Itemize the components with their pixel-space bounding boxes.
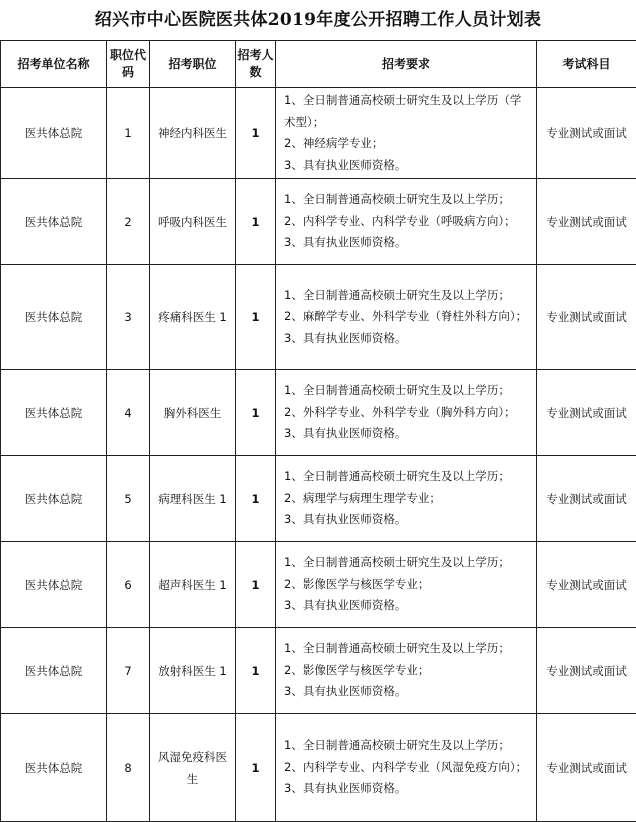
- cell-code: [107, 456, 150, 542]
- requirement-line: 2、外科学专业、外科学专业（胸外科方向）；: [284, 402, 532, 424]
- cell-position-text: 神经内科医生: [158, 126, 227, 140]
- table-row: [1, 714, 636, 822]
- table-row: [1, 179, 636, 265]
- cell-code: [107, 370, 150, 456]
- cell-count-text: 1: [251, 310, 259, 324]
- cell-code: [107, 88, 150, 179]
- header-exam: 考试科目: [537, 41, 636, 88]
- cell-position-text: 放射科医生 1: [158, 664, 226, 678]
- cell-code-text: 5: [124, 492, 131, 506]
- cell-requirements: [276, 179, 537, 265]
- table-row: [1, 628, 636, 714]
- cell-requirements: [276, 88, 537, 179]
- cell-count: [236, 265, 276, 370]
- requirement-line: 2、影像医学与核医学专业；: [284, 660, 532, 682]
- requirement-line: 1、全日制普通高校硕士研究生及以上学历；: [284, 285, 532, 307]
- cell-unit-text: 医共体总院: [25, 492, 83, 506]
- cell-position: [150, 714, 236, 822]
- cell-count: [236, 714, 276, 822]
- cell-position: [150, 265, 236, 370]
- cell-count: [236, 456, 276, 542]
- requirement-line: 2、麻醉学专业、外科学专业（脊柱外科方向）；: [284, 306, 532, 328]
- header-code: 职位代码: [107, 41, 150, 88]
- cell-code-text: 2: [124, 215, 131, 229]
- requirement-line: 1、全日制普通高校硕士研究生及以上学历；: [284, 552, 532, 574]
- cell-unit: [1, 88, 107, 179]
- cell-requirements: [276, 265, 537, 370]
- cell-exam: [537, 370, 636, 456]
- cell-code-text: 6: [124, 578, 131, 592]
- requirement-line: 3、具有执业医师资格。: [284, 509, 532, 531]
- cell-code: [107, 628, 150, 714]
- cell-unit-text: 医共体总院: [25, 664, 83, 678]
- cell-exam: [537, 179, 636, 265]
- cell-exam: [537, 628, 636, 714]
- cell-code-text: 3: [124, 310, 131, 324]
- requirement-line: 1、全日制普通高校硕士研究生及以上学历；: [284, 638, 532, 660]
- requirement-line: 2、神经病学专业；: [284, 133, 532, 155]
- cell-count: [236, 179, 276, 265]
- cell-unit-text: 医共体总院: [25, 578, 83, 592]
- cell-requirements: [276, 628, 537, 714]
- header-unit: 招考单位名称: [1, 41, 107, 88]
- cell-position-text: 病理科医生 1: [158, 492, 226, 506]
- cell-requirements: [276, 370, 537, 456]
- requirement-line: 3、具有执业医师资格。: [284, 681, 532, 703]
- cell-unit-text: 医共体总院: [25, 406, 83, 420]
- cell-count-text: 1: [251, 126, 259, 140]
- cell-exam: [537, 265, 636, 370]
- header-position: 招考职位: [150, 41, 236, 88]
- cell-count: [236, 542, 276, 628]
- cell-unit: [1, 714, 107, 822]
- table-row: [1, 456, 636, 542]
- cell-code: [107, 179, 150, 265]
- cell-requirements: [276, 714, 537, 822]
- cell-code-text: 1: [124, 126, 131, 140]
- cell-position: [150, 542, 236, 628]
- cell-position-text: 疼痛科医生 1: [158, 310, 226, 324]
- cell-unit: [1, 265, 107, 370]
- header-requirements: 招考要求: [276, 41, 537, 88]
- requirement-line: 3、具有执业医师资格。: [284, 232, 532, 254]
- cell-code: [107, 542, 150, 628]
- cell-unit-text: 医共体总院: [25, 126, 83, 140]
- cell-unit: [1, 628, 107, 714]
- cell-count-text: 1: [251, 578, 259, 592]
- cell-unit: [1, 179, 107, 265]
- cell-position: [150, 370, 236, 456]
- cell-exam-text: 专业测试或面试: [546, 215, 627, 229]
- cell-exam-text: 专业测试或面试: [546, 406, 627, 420]
- cell-code: [107, 265, 150, 370]
- cell-exam-text: 专业测试或面试: [546, 492, 627, 506]
- cell-exam: [537, 88, 636, 179]
- requirement-line: 1、全日制普通高校硕士研究生及以上学历；: [284, 380, 532, 402]
- cell-code: [107, 714, 150, 822]
- cell-count-text: 1: [251, 664, 259, 678]
- cell-code-text: 4: [124, 406, 131, 420]
- cell-count: [236, 88, 276, 179]
- requirement-line: 2、影像医学与核医学专业；: [284, 574, 532, 596]
- cell-unit-text: 医共体总院: [25, 761, 83, 775]
- requirement-line: 1、全日制普通高校硕士研究生及以上学历；: [284, 466, 532, 488]
- table-row: [1, 370, 636, 456]
- cell-position: [150, 628, 236, 714]
- cell-exam: [537, 542, 636, 628]
- requirement-line: 1、全日制普通高校硕士研究生及以上学历（学术型）；: [284, 90, 532, 133]
- cell-exam-text: 专业测试或面试: [546, 126, 627, 140]
- cell-exam: [537, 714, 636, 822]
- requirement-line: 3、具有执业医师资格。: [284, 423, 532, 445]
- table-row: [1, 542, 636, 628]
- cell-position: [150, 456, 236, 542]
- table-row: [1, 265, 636, 370]
- requirement-line: 3、具有执业医师资格。: [284, 155, 532, 177]
- cell-position-text: 呼吸内科医生: [158, 215, 227, 229]
- requirement-line: 1、全日制普通高校硕士研究生及以上学历；: [284, 735, 532, 757]
- cell-exam-text: 专业测试或面试: [546, 761, 627, 775]
- cell-position-text: 风湿免疫科医生: [158, 750, 227, 786]
- cell-code-text: 7: [124, 664, 131, 678]
- cell-requirements: [276, 456, 537, 542]
- cell-code-text: 8: [124, 761, 131, 775]
- cell-position: [150, 179, 236, 265]
- cell-exam: [537, 456, 636, 542]
- requirement-line: 3、具有执业医师资格。: [284, 595, 532, 617]
- cell-position-text: 超声科医生 1: [158, 578, 226, 592]
- cell-unit-text: 医共体总院: [25, 310, 83, 324]
- requirement-line: 1、全日制普通高校硕士研究生及以上学历；: [284, 189, 532, 211]
- cell-unit: [1, 542, 107, 628]
- cell-unit-text: 医共体总院: [25, 215, 83, 229]
- page-title: 绍兴市中心医院医共体2019年度公开招聘工作人员计划表: [0, 0, 636, 40]
- cell-exam-text: 专业测试或面试: [546, 310, 627, 324]
- requirement-line: 2、内科学专业、内科学专业（风湿免疫方向）；: [284, 757, 532, 779]
- cell-count: [236, 628, 276, 714]
- requirement-line: 3、具有执业医师资格。: [284, 328, 532, 350]
- cell-count-text: 1: [251, 761, 259, 775]
- cell-requirements: [276, 542, 537, 628]
- requirement-line: 2、病理学与病理生理学专业；: [284, 488, 532, 510]
- cell-unit: [1, 456, 107, 542]
- cell-count-text: 1: [251, 215, 259, 229]
- requirement-line: 2、内科学专业、内科学专业（呼吸病方向）；: [284, 211, 532, 233]
- cell-count-text: 1: [251, 492, 259, 506]
- requirement-line: 3、具有执业医师资格。: [284, 778, 532, 800]
- cell-position-text: 胸外科医生: [164, 406, 222, 420]
- cell-unit: [1, 370, 107, 456]
- cell-exam-text: 专业测试或面试: [546, 664, 627, 678]
- recruitment-plan-table: [0, 40, 636, 822]
- cell-count-text: 1: [251, 406, 259, 420]
- cell-position: [150, 88, 236, 179]
- cell-exam-text: 专业测试或面试: [546, 578, 627, 592]
- table-row: [1, 88, 636, 179]
- cell-count: [236, 370, 276, 456]
- table-header-row: [1, 41, 636, 88]
- header-count: 招考人数: [236, 41, 276, 88]
